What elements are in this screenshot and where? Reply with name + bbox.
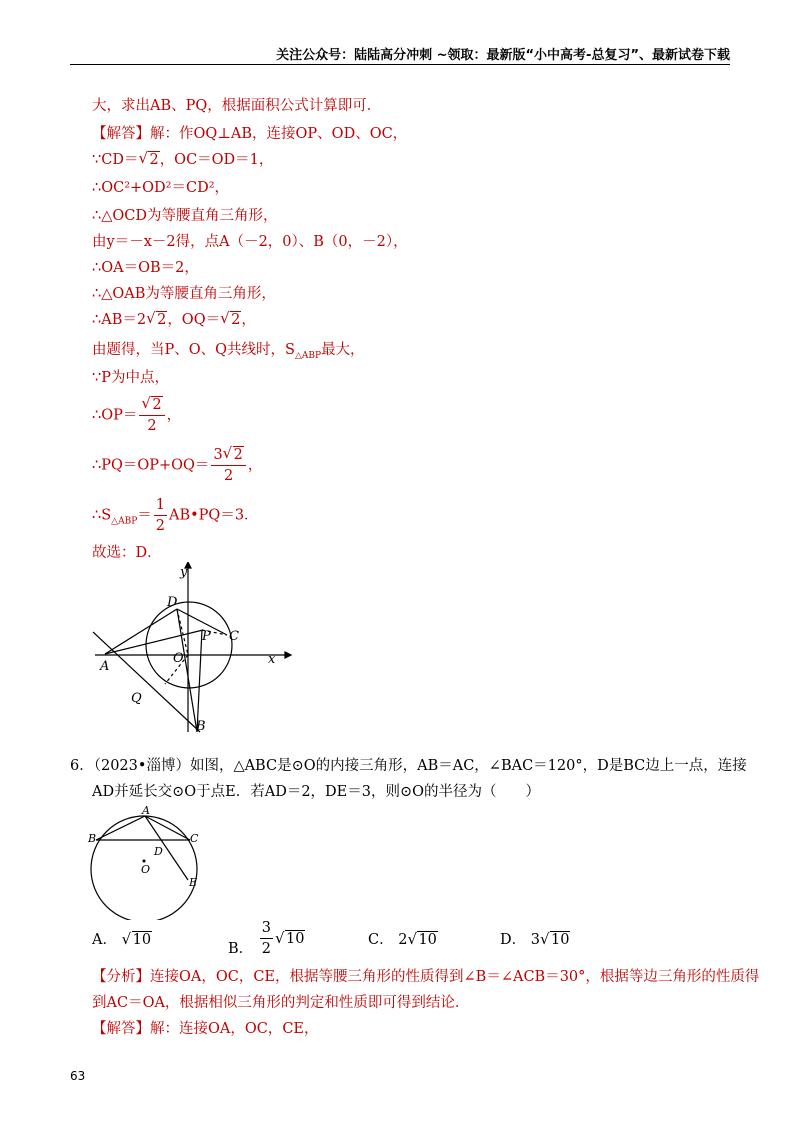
label-q: Q: [131, 691, 142, 706]
solution-line-13: ∴PQ＝OP+OQ＝ 3 √ 2 2 ，: [92, 444, 263, 484]
analysis-line-1: 【分析】连接OA，OC，CE，根据等腰三角形的性质得到∠B＝∠ACB＝30°，根据等边三角形的性质得: [92, 969, 760, 985]
label-c: C: [229, 629, 239, 644]
segment-pb: [197, 630, 202, 732]
question-number: 6．: [70, 758, 94, 774]
sqrt-expr: √ 2: [138, 149, 159, 168]
label-d: D: [167, 595, 178, 610]
label-o: O: [173, 651, 184, 666]
header-rule: [70, 64, 730, 65]
question-6-line-1: 6．（2023•淄博）如图，△ABC是⊙O的内接三角形，AB＝AC，∠BAC＝120°，D是BC边上一点，连接: [70, 758, 747, 774]
label-x: x: [268, 652, 276, 667]
option-a[interactable]: A． √ 10: [92, 930, 152, 948]
analysis-line-2: 到AC＝OA，根据相似三角形的判定和性质即可得到结论．: [92, 995, 470, 1011]
option-d[interactable]: D． 3 √ 10: [500, 930, 570, 948]
label-b: B: [196, 719, 206, 734]
analysis-tag: 【分析】: [92, 969, 150, 985]
geometry-figure-1: [85, 562, 295, 734]
solution-line-4: ∴OC²+OD²＝CD²，: [92, 180, 230, 196]
question-6-line-2: AD并延长交⊙O于点E．若AD＝2，DE＝3，则⊙O的半径为（ ）: [92, 784, 541, 800]
label-b: B: [88, 832, 97, 845]
solution-line-5: ∴△OCD为等腰直角三角形，: [92, 208, 278, 224]
segment-ad: [105, 609, 177, 654]
option-b[interactable]: B． $\frac{3}{2}$ √ 10: [228, 920, 305, 957]
answer-tag: 【解答】: [92, 1021, 150, 1037]
page-number: 63: [70, 1069, 86, 1083]
segment-ab: [96, 816, 145, 840]
solution-line-11: ∵P为中点，: [92, 370, 169, 386]
x-arrow: [285, 652, 291, 658]
solution-line-9: ∴AB＝2 √ 2，OQ＝ √ 2，: [92, 309, 256, 328]
option-c[interactable]: C． 2 √ 10: [368, 930, 437, 948]
label-o: O: [141, 863, 151, 876]
solution-line-14: $\therefore S_{\triangle ABP}=$ $\frac{1}{2}$ AB•PQ＝3．: [92, 497, 259, 534]
segment-od: [177, 609, 188, 655]
segment-ae: [145, 816, 188, 880]
label-e: E: [189, 876, 198, 889]
label-p: P: [202, 629, 211, 644]
solution-line-12: ∴OP＝ √ 2 2 ，: [92, 394, 182, 434]
solution-line-8: ∴△OAB为等腰直角三角形，: [92, 286, 276, 302]
solution-line-1: 大，求出AB、PQ，根据面积公式计算即可．: [92, 98, 382, 114]
label-a: A: [142, 804, 150, 817]
label-y: y: [180, 565, 188, 580]
solution-line-3: ∵CD＝ √ 2，OC＝OD＝1，: [92, 149, 274, 168]
answer-tag: 【解答】: [92, 126, 150, 142]
segment-ac: [145, 816, 190, 840]
solution-line-10: 由题得，当P、O、Q共线时，$S_{\triangle ABP}$最大，: [92, 342, 365, 361]
geometry-figure-2: [86, 800, 216, 920]
label-d: D: [154, 845, 163, 858]
solution-line-6: 由y＝－x－2得，点A（－2，0）、B（0，－2），: [92, 234, 408, 250]
solution-line-7: ∴OA＝OB＝2，: [92, 260, 199, 276]
solution-line-15: 故选：D．: [92, 545, 162, 561]
label-a: A: [100, 659, 110, 674]
solution-line-2: 【解答】解：作OQ⊥AB，连接OP、OD、OC，: [92, 126, 408, 142]
answer-line: 【解答】解：连接OA，OC，CE，: [92, 1021, 319, 1037]
label-c: C: [190, 832, 199, 845]
page-header: 关注公众号：陆陆高分冲刺 ~领取：最新版“小中高考-总复习”、最新试卷下载: [276, 48, 730, 63]
